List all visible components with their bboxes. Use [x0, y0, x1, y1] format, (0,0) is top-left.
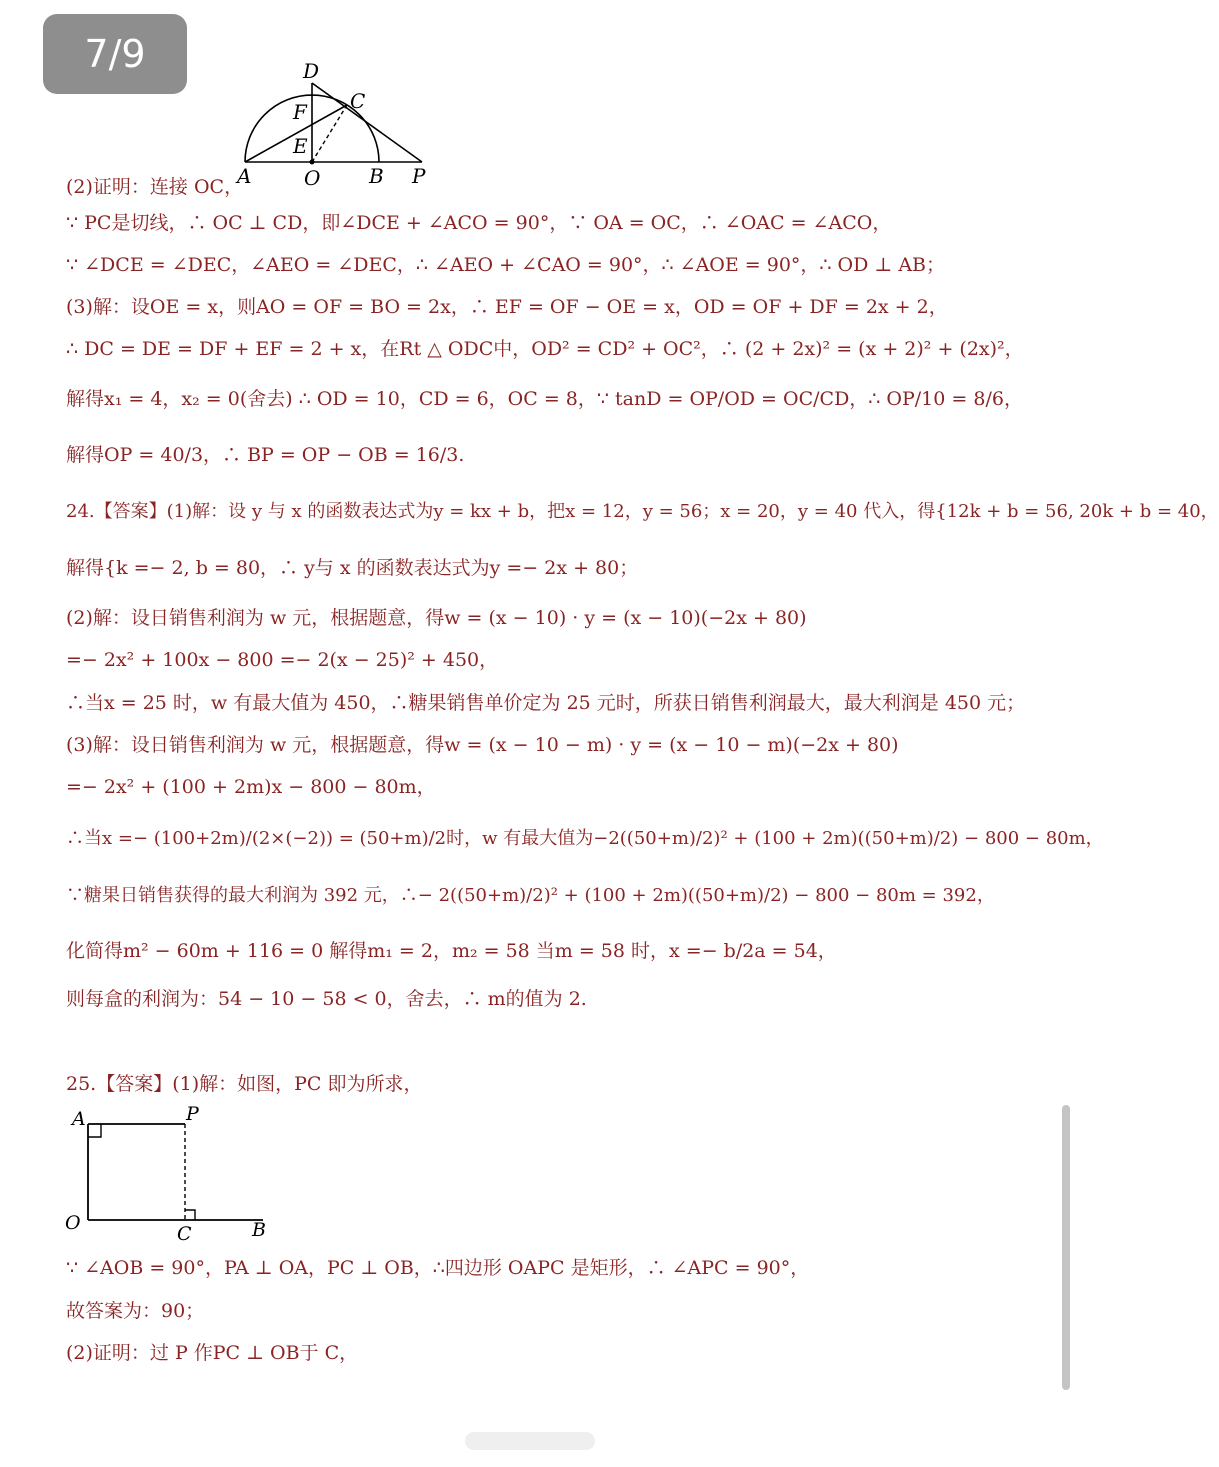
label-p: P — [186, 1103, 199, 1125]
text-line: ∵ ∠AOB = 90°，PA ⊥ OA，PC ⊥ OB，∴四边形 OAPC 是矩形，∴ ∠APC = 90°， — [66, 1257, 810, 1279]
text-line: 解得{k =− 2, b = 80，∴ y与 x 的函数表达式为y =− 2x + 80； — [66, 557, 639, 579]
text-line: 化简得m² − 60m + 116 = 0 解得m₁ = 2，m₂ = 58 当m = 58 时，x =− b/2a = 54， — [66, 940, 837, 962]
label-e: E — [293, 134, 308, 158]
semicircle-figure — [235, 58, 435, 193]
text-line: =− 2x² + (100 + 2m)x − 800 − 80m， — [66, 776, 436, 798]
text-line: ∵ ∠DCE = ∠DEC，∠AEO = ∠DEC，∴ ∠AEO + ∠CAO = 90°，∴ ∠AOE = 90°，∴ OD ⊥ AB； — [66, 254, 946, 276]
text-line: ∴ DC = DE = DF + EF = 2 + x，在Rt △ ODC中，OD² = CD² + OC²，∴ (2 + 2x)² = (x + 2)² + (2x)²， — [66, 338, 1024, 360]
text-line: (2)证明：过 P 作PC ⊥ OB于 C， — [66, 1342, 359, 1364]
text-line: (3)解：设日销售利润为 w 元，根据题意，得w = (x − 10 − m) · y = (x − 10 − m)(−2x + 80) — [66, 734, 899, 756]
label-d: D — [303, 59, 320, 83]
text-line: 故答案为：90； — [66, 1300, 205, 1322]
text-line: 则每盒的利润为：54 − 10 − 58 < 0，舍去，∴ m的值为 2. — [66, 988, 587, 1010]
text-line: 解得x₁ = 4，x₂ = 0(舍去) ∴ OD = 10，CD = 6，OC = 8，∵ tanD = OP/OD = OC/CD，∴ OP/10 = 8/6， — [66, 388, 1023, 410]
label-b: B — [252, 1219, 266, 1241]
text-line: (2)证明：连接 OC， — [66, 176, 244, 198]
text-line: (3)解：设OE = x，则AO = OF = BO = 2x，∴ EF = OF − OE = x，OD = OF + DF = 2x + 2， — [66, 296, 948, 318]
text-line: 解得OP = 40/3，∴ BP = OP − OB = 16/3. — [66, 444, 465, 466]
label-c: C — [350, 89, 366, 113]
label-c: C — [177, 1223, 192, 1245]
label-b: B — [369, 164, 384, 188]
text-line: ∵糖果日销售获得的最大利润为 392 元，∴− 2((50+m)/2)² + (100 + 2m)((50+m)/2) − 800 − 80m = 392， — [66, 885, 995, 906]
label-a: A — [237, 164, 252, 188]
text-line: ∴当x =− (100+2m)/(2×(−2)) = (50+m)/2时，w 有最大值为−2((50+m)/2)² + (100 + 2m)((50+m)/2) − 800 − 80m， — [66, 828, 1104, 849]
rectangle-figure — [60, 1102, 280, 1247]
bottom-indicator — [465, 1432, 595, 1450]
text-line: 24.【答案】(1)解：设 y 与 x 的函数表达式为y = kx + b，把x = 12，y = 56；x = 20，y = 40 代入，得{12k + b = 56, 20k + b = 40， — [66, 501, 1219, 522]
label-a: A — [72, 1108, 86, 1130]
label-p: P — [412, 164, 426, 188]
label-o: O — [65, 1212, 81, 1234]
label-o: O — [304, 166, 321, 190]
text-line: ∴当x = 25 时，w 有最大值为 450，∴糖果销售单价定为 25 元时，所获日销售利润最大，最大利润是 450 元； — [66, 692, 1026, 714]
label-f: F — [293, 100, 307, 124]
text-line: 25.【答案】(1)解：如图，PC 即为所求， — [66, 1073, 423, 1095]
page-indicator: 7/9 — [43, 14, 187, 94]
text-line: =− 2x² + 100x − 800 =− 2(x − 25)² + 450， — [66, 649, 499, 671]
text-line: (2)解：设日销售利润为 w 元，根据题意，得w = (x − 10) · y = (x − 10)(−2x + 80) — [66, 607, 807, 629]
text-line: ∵ PC是切线，∴ OC ⊥ CD，即∠DCE + ∠ACO = 90°，∵ OA = OC，∴ ∠OAC = ∠ACO， — [66, 212, 892, 234]
scrollbar[interactable] — [1062, 1105, 1070, 1390]
